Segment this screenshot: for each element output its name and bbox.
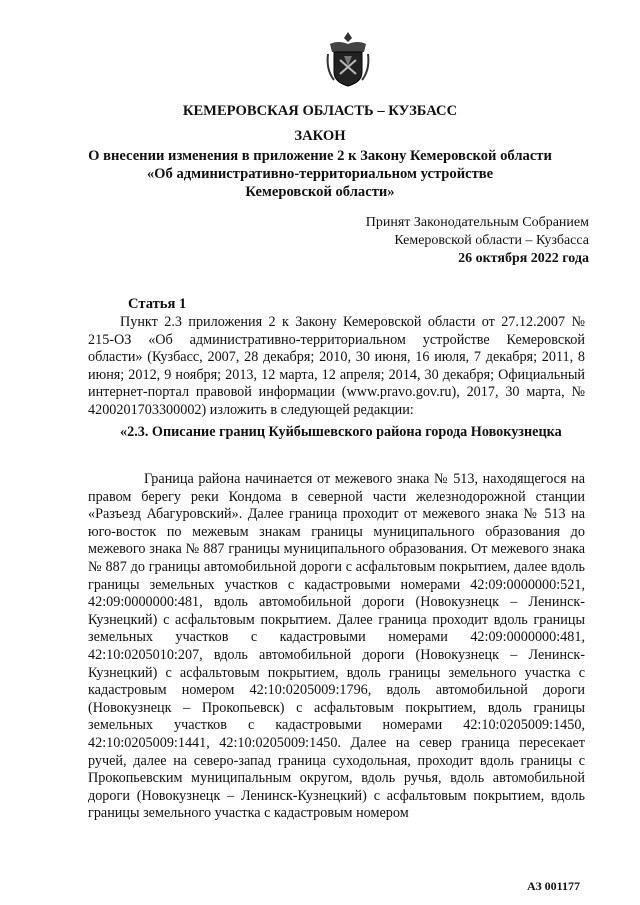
adoption-line: Принят Законодательным Собранием: [365, 215, 589, 230]
law-title-line: «Об административно-территориальном устройстве: [146, 166, 494, 182]
serial-number: АЗ 001177: [526, 879, 580, 893]
region-heading: КЕМЕРОВСКАЯ ОБЛАСТЬ – КУЗБАСС: [182, 103, 458, 119]
paragraph-text: Пункт 2.3 приложения 2 к Закону Кемеровской области от 27.12.2007 № 215-ОЗ «Об административно-территориальном устройстве Кемеровской области» (Кузбасс, 2007, 28 декабря; 2010, 30 июня, 16 июля, 7 декабря; 2011, 8 июня; 2012, 9 ноября; 2013, 12 марта, 12 апреля; 2014, 30 декабря; Официальный интернет-портал правовой информации (www.pravo.gov.ru), 2017, 30 марта, № 4200201703300002) изложить в следующей редакции:: [88, 314, 585, 418]
document-type: ЗАКОН: [294, 128, 346, 144]
boundary-description: [88, 471, 585, 823]
section-heading: [88, 424, 585, 442]
adoption-line: Кемеровской области – Кузбасса: [394, 233, 589, 248]
law-title-line: Кемеровской области»: [245, 184, 395, 200]
article-paragraph: [88, 314, 585, 420]
boundary-text: Граница района начинается от межевого знака № 513, находящегося на правом берегу реки Кондома в северной части железнодорожной станции «Разъезд Абагуровский». Далее граница проходит от межевого знака № 513 на юго-восток по межевым знакам границы муниципального образования до межевого знака № 887 границы муниципального образования. От межевого знака № 887 до границы автомобильной дороги с асфальтовым покрытием, далее вдоль границы земельных участков с кадастровыми номерами 42:09:0000000:521, 42:09:0000000:481, вдоль автомобильной дороги (Новокузнецк – Ленинск-Кузнецкий) с асфальтовым покрытием. Далее граница проходит вдоль границы земельных участков с кадастровыми номерами 42:09:0000000:481, 42:10:0205010:207, вдоль автомобильной дороги (Новокузнецк – Ленинск-Кузнецкий) с асфальтовым покрытием, вдоль границы земельного участка с кадастровым номером 42:10:0205009:1796, вдоль автомобильной дороги (Новокузнецк – Прокопьевск) с асфальтовым покрытием, вдоль границы земельных участков с кадастровыми номерами 42:10:0205009:1450, 42:10:0205009:1441, 42:10:0205009:1450. Далее на север граница пересекает ручей, далее на северо-запад граница суходольная, проходит вдоль границы с Прокопьевским муниципальным округом, вдоль ручья, вдоль автомобильной дороги (Новокузнецк – Ленинск-Кузнецкий) с асфальтовым покрытием, вдоль границы земельного участка с кадастровым номером: [88, 471, 585, 822]
law-title: [0, 147, 640, 201]
adoption-block: [366, 214, 589, 268]
article-heading: Статья 1: [128, 296, 187, 312]
law-title-line: О внесении изменения в приложение 2 к Закону Кемеровской области: [88, 148, 552, 164]
coat-of-arms-icon: [326, 30, 370, 90]
section-heading-text: «2.3. Описание границ Куйбышевского района города Новокузнецка: [120, 424, 562, 440]
adoption-date: 26 октября 2022 года: [458, 251, 589, 266]
